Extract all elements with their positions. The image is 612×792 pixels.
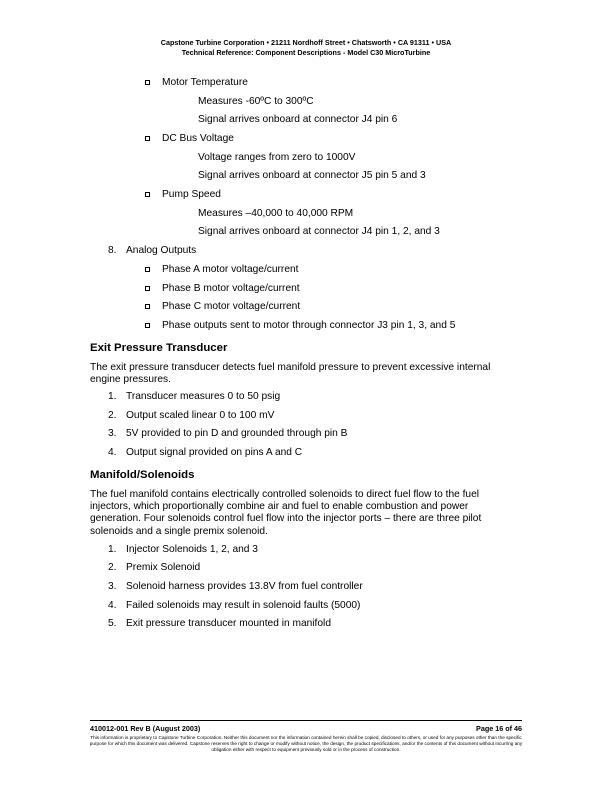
- exit-pressure-paragraph: The exit pressure transducer detects fuel manifold pressure to prevent excessive internal engine pressures.: [90, 362, 491, 386]
- list-item: Output signal provided on pins A and C: [126, 447, 303, 458]
- list-item: 5V provided to pin D and grounded through pin B: [126, 428, 348, 439]
- list-item: Solenoid harness provides 13.8V from fuel controller: [126, 581, 363, 592]
- input-motor-temperature: Motor Temperature: [162, 77, 248, 88]
- exit-pressure-heading: Exit Pressure Transducer: [90, 342, 228, 354]
- list-item: Injector Solenoids 1, 2, and 3: [126, 544, 258, 555]
- analog-output-item: Phase A motor voltage/current: [162, 264, 299, 275]
- page-header: [0, 38, 612, 57]
- list-number: 5.: [108, 618, 117, 629]
- input-pump-speed: Pump Speed: [162, 189, 221, 200]
- input-detail: Signal arrives onboard at connector J4 pin 1, 2, and 3: [198, 226, 440, 237]
- list-number: 3.: [108, 581, 117, 592]
- list-number: 1.: [108, 391, 117, 402]
- list-number: 3.: [108, 428, 117, 439]
- footer-page-number: Page 16 of 46: [476, 724, 522, 733]
- list-number: 2.: [108, 410, 117, 421]
- list-number: 8.: [108, 245, 117, 256]
- input-detail: Signal arrives onboard at connector J4 pin 6: [198, 114, 398, 125]
- footer-doc-id: 410012-001 Rev B (August 2003): [90, 724, 201, 733]
- list-number: 4.: [108, 600, 117, 611]
- input-detail: Signal arrives onboard at connector J5 pin 5 and 3: [198, 170, 426, 181]
- header-company-line: Capstone Turbine Corporation • 21211 Nordhoff Street • Chatsworth • CA 91311 • USA: [160, 38, 452, 47]
- bullet-box: [145, 323, 150, 328]
- input-detail: Measures -60ºC to 300ºC: [198, 96, 314, 107]
- analog-output-item: Phase C motor voltage/current: [162, 301, 301, 312]
- list-number: 1.: [108, 544, 117, 555]
- analog-output-item: Phase outputs sent to motor through connector J3 pin 1, 3, and 5: [162, 320, 456, 331]
- list-item: Exit pressure transducer mounted in manifold: [126, 618, 331, 629]
- bullet-box: [145, 136, 150, 141]
- bullet-box: [145, 286, 150, 291]
- analog-outputs-title: Analog Outputs: [126, 245, 197, 256]
- manifold-paragraph: The fuel manifold contains electrically controlled solenoids to direct fuel flow to the fuel injectors, which proportionally combine air and fuel to enable combustion and power generation. Four solenoids control fuel flow into the injector ports – there are three pilot solenoids and a single premix solenoid.: [90, 489, 482, 537]
- manifold-heading: Manifold/Solenoids: [90, 469, 195, 481]
- list-item: Output scaled linear 0 to 100 mV: [126, 410, 275, 421]
- bullet-box: [145, 267, 150, 272]
- list-number: 2.: [108, 562, 117, 573]
- input-dc-bus-voltage: DC Bus Voltage: [162, 133, 234, 144]
- bullet-box: [145, 304, 150, 309]
- list-item: Premix Solenoid: [126, 562, 201, 573]
- bullet-box: [145, 192, 150, 197]
- list-item: Failed solenoids may result in solenoid faults (5000): [126, 600, 361, 611]
- list-number: 4.: [108, 447, 117, 458]
- input-detail: Voltage ranges from zero to 1000V: [198, 152, 356, 163]
- bullet-box: [145, 80, 150, 85]
- input-detail: Measures –40,000 to 40,000 RPM: [198, 208, 354, 219]
- footer-proprietary-notice: This information is proprietary to Capstone Turbine Corporation. Neither this document nor the information contained herein shall be copied, disclosed to others, or used for any purposes other than the specific purpose for which this document was delivered. Capstone reserves the right to change or modify without notice, the design, the product specifications, and/or the contents of this document without incurring any obligation either with respect to equipment previously sold or in the process of construction.: [89, 735, 523, 753]
- footer-divider: [90, 720, 522, 721]
- header-title-line: Technical Reference: Component Descriptions - Model C30 MicroTurbine: [181, 47, 431, 57]
- list-item: Transducer measures 0 to 50 psig: [126, 391, 281, 402]
- analog-output-item: Phase B motor voltage/current: [162, 283, 300, 294]
